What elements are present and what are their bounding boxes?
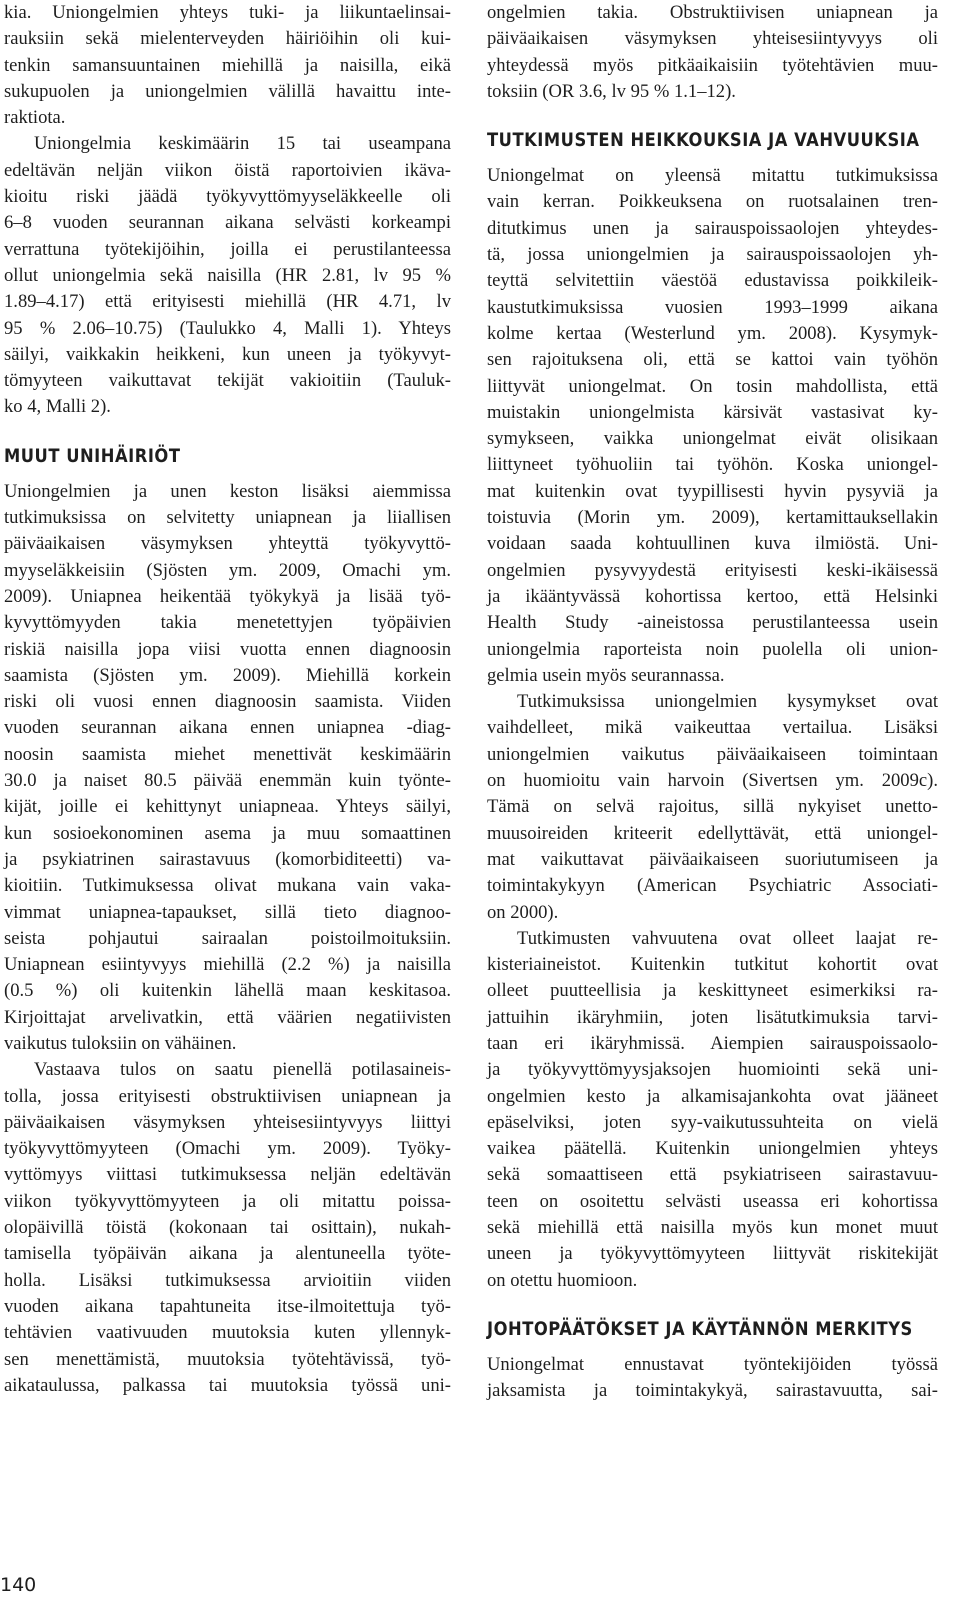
text-line: Kirjoittajat arvelivatkin, että väärien negatiivisten xyxy=(4,1006,451,1028)
section-heading: MUUT UNIHÄIRIÖT xyxy=(4,444,181,467)
paragraph xyxy=(4,1057,451,1399)
text-line: epäselviksi, joten syy-vaikutussuhteita on vielä xyxy=(487,1111,938,1133)
text-line: tömyyteen vaikuttavat tekijät vakioitiin (Tauluk- xyxy=(4,370,451,392)
text-line: toimintakykyyn (American Psychiatric Associati- xyxy=(487,875,938,897)
section-heading: JOHTOPÄÄTÖKSET JA KÄYTÄNNÖN MERKITYS xyxy=(487,1317,913,1340)
text-line: säilyi, vaikkakin heikkeni, kun uneen ja työkyvyt- xyxy=(4,343,451,365)
text-line: liittyvät uniongelmat. On tosin mahdollista, että xyxy=(487,375,938,397)
text-line: kia. Uniongelmien yhteys tuki- ja liikuntaelinsai- xyxy=(4,2,451,23)
text-line: Uniongelmat on yleensä mitattu tutkimuksissa xyxy=(487,165,938,187)
spacer xyxy=(4,421,451,433)
text-line: tehtävien vaativuuden muutoksia kuten yllennyk- xyxy=(4,1322,451,1344)
text-line: vimmat uniapnea-tapaukset, sillä tieto diagnoo- xyxy=(4,901,451,923)
text-line: Tutkimuksissa uniongelmien kysymykset ovat xyxy=(517,691,938,713)
text-line: tutkimuksissa on selvitetty uniapnean ja liiallisen xyxy=(4,507,451,529)
text-line: tä, jossa uniongelmien ja sairauspoissaolojen yh- xyxy=(487,244,938,266)
text-line: verrattuna työtekijöihin, joilla ei perustilanteessa xyxy=(4,238,451,260)
text-line: muistakin uniongelmista kärsivät vastasivat ky- xyxy=(487,401,938,423)
spacer xyxy=(487,105,938,117)
section-heading: TUTKIMUSTEN HEIKKOUKSIA JA VAHVUUKSIA xyxy=(487,129,920,152)
text-line: ongelmien pysyvyydestä erityisesti keski-ikäisessä xyxy=(487,559,938,581)
text-line: vaikea päätellä. Kuitenkin uniongelmien yhteys xyxy=(487,1138,938,1160)
text-line: 2009). Uniapnea heikentää työkykyä ja lisää työ- xyxy=(4,585,451,607)
text-line: vaikutus tuloksiin on vähäinen. xyxy=(4,1032,237,1054)
text-line: teyttä selvitettiin väestöä edustavissa poikkileik- xyxy=(487,270,938,292)
text-line: ditutkimus unen ja sairauspoissaolojen yhteydes- xyxy=(487,217,938,239)
text-line: ongelmien takia. Obstruktiivisen uniapnean ja xyxy=(487,2,938,23)
text-line: vain kerran. Poikkeuksena on ruotsalainen tren- xyxy=(487,191,938,213)
text-line: ollut uniongelmia sekä naisilla (HR 2.81, lv 95 % xyxy=(4,264,451,286)
text-line: seista pohjautui sairaalan poistoilmoituksiin. xyxy=(4,927,451,949)
text-line: viikon työkyvyttömyyteen ja oli mitattu poissa- xyxy=(4,1190,451,1212)
text-line: päiväaikaisen väsymyksen yhteyttä työkyvyttö- xyxy=(4,533,451,555)
spacer xyxy=(487,1294,938,1306)
text-line: jattuihin ikäryhmiin, joten lisätutkimuksia tarvi- xyxy=(487,1006,938,1028)
text-line: vaihdelleet, mikä vaikeuttaa vertailua. Lisäksi xyxy=(487,717,938,739)
page-number: 140 xyxy=(0,1574,37,1596)
text-line: edeltävän neljän viikon öistä raportoivien ikäva- xyxy=(4,159,451,181)
text-line: Uniongelmat ennustavat työntekijöiden työssä xyxy=(487,1353,938,1375)
text-line: uniongelmien vaikutus päiväaikaiseen toimintaan xyxy=(487,743,938,765)
text-line: 6–8 vuoden seurannan aikana selvästi korkeampi xyxy=(4,212,451,234)
right-column xyxy=(487,0,938,1405)
text-line: toistuvia (Morin ym. 2009), kertamittauksellakin xyxy=(487,507,938,529)
text-line: sen menettämistä, muutoksia työtehtävissä, työ- xyxy=(4,1348,451,1370)
text-line: ja ikääntyvässä kohortissa kertoo, että Helsinki xyxy=(487,585,938,607)
text-line: mat vaikuttavat päiväaikaiseen suoriutumiseen ja xyxy=(487,848,938,870)
text-line: kioitiin. Tutkimuksessa olivat mukana vain vaka- xyxy=(4,875,451,897)
text-line: Uniongelmien ja unen keston lisäksi aiemmissa xyxy=(4,480,451,502)
paragraph xyxy=(487,0,938,105)
text-line: 30.0 ja naiset 80.5 päivää enemmän kuin työnte- xyxy=(4,770,451,792)
text-line: olopäivillä töistä (kokonaan tai osittain), nukah- xyxy=(4,1217,451,1239)
text-line: kisteriaineistot. Kuitenkin tutkitut kohortit ovat xyxy=(487,954,938,976)
text-line: taan eri ikäryhmissä. Aiempien sairauspoissaolo- xyxy=(487,1032,938,1054)
text-line: teen on osoitettu selvästi useassa eri kohortissa xyxy=(487,1190,938,1212)
text-line: ja työkyvyttömyysjaksojen huomiointi sekä uni- xyxy=(487,1059,938,1081)
text-line: tolla, jossa erityisesti obstruktiivisen uniapnean ja xyxy=(4,1085,451,1107)
text-line: 1.89–4.17) että erityisesti miehillä (HR 4.71, lv xyxy=(4,291,451,313)
text-line: riski oli vuosi ennen diagnoosin saamista. Viiden xyxy=(4,691,451,713)
paragraph xyxy=(4,479,451,1058)
text-line: holla. Lisäksi tutkimuksessa arvioitiin viiden xyxy=(4,1269,451,1291)
text-line: sekä somaattiseen että psykiatriseen sairastavuu- xyxy=(487,1164,938,1186)
left-column xyxy=(4,0,451,1399)
text-line: tenkin samansuuntainen miehillä ja naisilla, eikä xyxy=(4,54,451,76)
text-line: myyseläkkeisiin (Sjösten ym. 2009, Omachi ym. xyxy=(4,559,451,581)
text-line: voidaan saada kohtuullinen kuva ilmiöstä. Uni- xyxy=(487,533,938,555)
text-line: sekä miehillä että naisilla myös kun monet muut xyxy=(487,1217,938,1239)
text-line: raktiota. xyxy=(4,107,66,129)
text-line: tamisella työpäivän aikana ja alentuneella työte- xyxy=(4,1243,451,1265)
paragraph xyxy=(4,0,451,131)
text-line: uneen ja työkyvyttömyyteen liittyvät riskitekijät xyxy=(487,1243,938,1265)
text-line: olleet puutteellisia ja keskittyneet esimerkiksi ra- xyxy=(487,980,938,1002)
text-line: ko 4, Malli 2). xyxy=(4,396,111,418)
text-line: on huomioitu vain harvoin (Sivertsen ym. 2009c). xyxy=(487,770,938,792)
text-line: päiväaikaisen väsymyksen yhteisesiintyvyys liittyi xyxy=(4,1111,451,1133)
text-line: Tämä on selvä rajoitus, sillä nykyiset unetto- xyxy=(487,796,938,818)
text-line: uniongelmia raporteista noin puolella oli union- xyxy=(487,638,938,660)
text-line: kioitu riski jäädä työkyvyttömyyseläkkeelle oli xyxy=(4,186,451,208)
text-line: vuoden aikana tapahtuneita itse-ilmoitettuja työ- xyxy=(4,1295,451,1317)
text-line: (0.5 %) oli kuitenkin lähellä maan keskitasoa. xyxy=(4,980,451,1002)
text-line: ja psykiatrinen sairastavuus (komorbiditeetti) va- xyxy=(4,848,451,870)
text-line: vuoden seurannan aikana ennen uniapnea -diag- xyxy=(4,717,451,739)
text-line: Uniongelmia keskimäärin 15 tai useampana xyxy=(34,133,451,155)
text-line: Health Study -aineistossa perustilanteessa usein xyxy=(487,612,938,634)
text-line: muusoireiden kriteerit edellyttävät, että uniongel- xyxy=(487,822,938,844)
text-line: 95 % 2.06–10.75) (Taulukko 4, Malli 1). Yhteys xyxy=(4,317,451,339)
text-line: rauksiin sekä mielenterveyden häiriöihin oli kui- xyxy=(4,28,451,50)
paragraph xyxy=(487,163,938,689)
paragraph xyxy=(487,1352,938,1405)
text-line: vyttömyys viittasi tutkimuksessa neljän edeltävän xyxy=(4,1164,451,1186)
text-line: ongelmien kesto ja alkamisajankohta ovat jääneet xyxy=(487,1085,938,1107)
text-line: gelmia usein myös seurannassa. xyxy=(487,664,725,686)
text-line: Tutkimusten vahvuutena ovat olleet laajat re- xyxy=(517,927,938,949)
text-line: toksiin (OR 3.6, lv 95 % 1.1–12). xyxy=(487,80,736,102)
text-line: aikataulussa, palkassa tai muutoksia työssä uni- xyxy=(4,1374,451,1396)
text-line: mat kuitenkin ovat tyypillisesti hyvin pysyviä ja xyxy=(487,480,938,502)
text-line: liittyneet työhuoliin tai työhön. Koska uniongel- xyxy=(487,454,938,476)
text-line: kaustutkimuksissa vuosien 1993–1999 aikana xyxy=(487,296,938,318)
text-line: päiväaikaisen väsymyksen yhteisesiintyvyys oli xyxy=(487,28,938,50)
text-line: jaksamista ja toimintakykyä, sairastavuutta, sai- xyxy=(487,1380,938,1402)
text-line: kolme kertaa (Westerlund ym. 2008). Kysymyk- xyxy=(487,322,938,344)
text-line: kun sosioekonominen asema ja muu somaattinen xyxy=(4,822,451,844)
text-line: sen rajoituksena oli, että se kattoi vain työhön xyxy=(487,349,938,371)
text-line: Uniapnean esiintyvyys miehillä (2.2 %) ja naisilla xyxy=(4,954,451,976)
paragraph xyxy=(4,131,451,420)
text-line: on otettu huomioon. xyxy=(487,1269,638,1291)
paragraph xyxy=(487,926,938,1294)
text-line: kyvyttömyyden takia menetettyjen työpäivien xyxy=(4,612,451,634)
text-line: yhteydessä myös pitkäaikaisiin työtehtävien muu- xyxy=(487,54,938,76)
text-line: symykseen, vaikka uniongelmat eivät olisikaan xyxy=(487,428,938,450)
text-line: saamista (Sjösten ym. 2009). Miehillä korkein xyxy=(4,664,451,686)
paragraph xyxy=(487,689,938,926)
text-line: työkyvyttömyyteen (Omachi ym. 2009). Työky- xyxy=(4,1138,451,1160)
text-line: sukupuolen ja uniongelmien välillä havaittu inte- xyxy=(4,80,451,102)
text-line: noosin saamista miehet menettivät keskimäärin xyxy=(4,743,451,765)
text-line: riskiä naisilla jopa viisi vuotta ennen diagnoosin xyxy=(4,638,451,660)
text-line: Vastaava tulos on saatu pienellä potilasaineis- xyxy=(34,1059,451,1081)
text-line: on 2000). xyxy=(487,901,559,923)
text-line: kijät, joille ei kehittynyt uniapneaa. Yhteys säilyi, xyxy=(4,796,451,818)
